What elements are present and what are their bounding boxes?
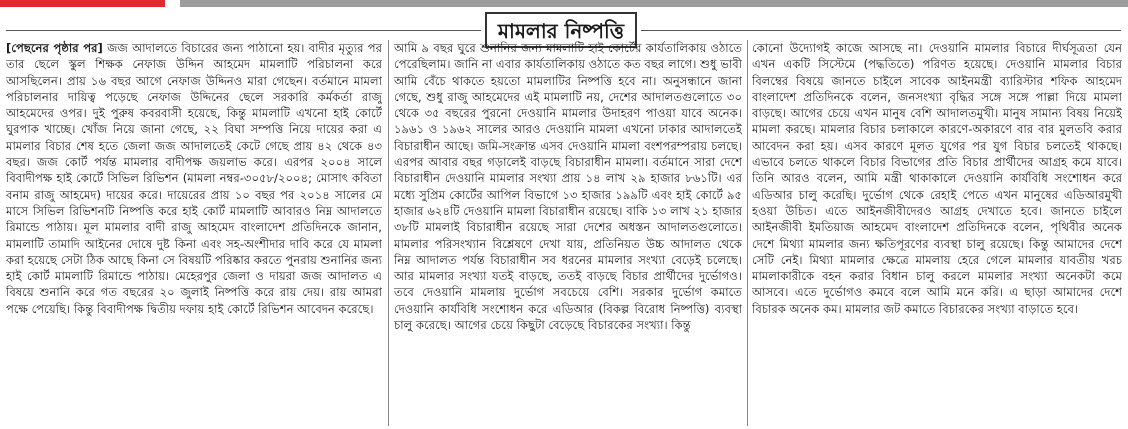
headline-rule-left [6,30,481,31]
article-column-3 [752,40,1122,428]
column-1-paragraph [6,40,382,317]
column-3-paragraph: কোনো উদ্যোগই কাজে আসছে না। দেওয়ানি মামলার বিচারে দীর্ঘসূত্রতা যেন এখন একটি সিস্টেমে (পদ্ধতিতে) পরিণত হয়েছে। দেওয়ানি মামলার বিচার বিলম্বের বিষয়ে জানতে চাইলে সাবেক আইনমন্ত্রী ব্যারিস্টার শফিক আহমেদ বাংলাদেশ প্রতিদিনকে বলেন, জনসংখ্যা বৃদ্ধির সঙ্গে সঙ্গে পাল্লা দিয়ে মামলা বাড়ছে। আগের চেয়ে এখন মানুষ বেশি আদালতমুখী। মানুষ সামান্য বিষয় নিয়েই মামলা করছে। মামলার বিচার চলাকালে কারণে-অকারণে বার বার মুলতবি করার আবেদন করা হয়। এসব কারণে মূলত যুগের পর যুগ বিচার চলতেই থাকছে। এভাবে চলতে থাকলে বিচার বিভাগের প্রতি বিচার প্রার্থীদের আগ্রহ কমে যাবে। তিনি আরও বলেন, আমি মন্ত্রী থাকাকালে দেওয়ানি কার্যবিধি সংশোধন করে এডিআর চালু করেছি। দুর্ভোগ থেকে রেহাই পেতে এখন মানুষের এডিআরমুখী হওয়া উচিত। এতে আইনজীবীদেরও আগ্রহ দেখাতে হবে। জানতে চাইলে আইনজীবী ইমতিয়াজ আহমেদ বাংলাদেশ প্রতিদিনকে বলেন, পৃথিবীর অনেক দেশে মিথ্যা মামলার জন্য ক্ষতিপূরণের ব্যবস্থা চালু রয়েছে। কিন্তু আমাদের দেশে সেটি নেই। মিথ্যা মামলার ক্ষেত্রে মামলায় হেরে গেলে মামলার যাবতীয় খরচ মামলাকারীকে বহন করার বিধান চালু করলে মামলার সংখ্যা অনেকটা কমে আসবে। এতে দুর্ভোগও কমবে বলে আমি মনে করি। এ ছাড়া আমাদের দেশে বিচারক অনেক কম। মামলার জট কমাতে বিচারকের সংখ্যা বাড়াতে হবে। [752,41,1122,316]
article-column-2 [394,40,742,428]
column-1-text: জজ আদালতে বিচারের জন্য পাঠানো হয়। বাদীর মৃত্যুর পর তার ছেলে স্কুল শিক্ষক নেফাজ উদ্দিন আহমেদ মামলাটি পরিচালনা করে আসছিলেন। প্রায় ১৬ বছর আগে নেফাজ উদ্দিনও মারা গেছেন। বর্তমানে মামলা পরিচালনার দায়িত্ব পড়েছে নেফাজ উদ্দিনের ছেলে সরকারি কর্মকর্তা রাজু আহমেদের ওপর। দুই পুরুষ কবরবাসী হয়েছে, কিন্তু মামলাটি এখনো হাই কোর্টে ঘুরপাক খাচ্ছে। খোঁজ নিয়ে জানা গেছে, ২২ বিঘা সম্পত্তি নিয়ে দায়ের করা এ মামলার বিচার শেষ হতে জেলা জজ আদালতেই কেটে গেছে প্রায় ৪২ থেকে ৪৩ বছর। জজ কোর্ট পর্যন্ত মামলার বাদীপক্ষ জয়লাভ করে। এরপর ২০০৪ সালে বিবাদীপক্ষ হাই কোর্টে সিভিল রিভিশন (মামলা নম্বর-৩০৫৮/২০০৪; মোসাৎ কবিতা বনাম রাজু আহমেদ) দায়ের করে। দায়েরের প্রায় ১০ বছর পর ২০১৪ সালের মে মাসে সিভিল রিভিশনটি নিষ্পত্তি করে হাই কোর্ট মামলাটি আবারও নিম্ন আদালতে রিমান্ডে পাঠায়। মূল মামলার বাদী রাজু আহমেদ বাংলাদেশ প্রতিদিনকে জানান, মামলাটি তামাদি আইনের দোষে দুষ্ট কিনা এবং সহ-অংশীদার দাবি করে যে মামলা করা হয়েছে সেটা ঠিক আছে কিনা সে বিষয়টি পরিষ্কার করতে পুনরায় শুনানির জন্য হাই কোর্ট মামলাটি রিমান্ডে পাঠায়। মেহেরপুর জেলা ও দায়রা জজ আদালত এ বিষয়ে শুনানি করে গত বছরের ২০ জুলাই নিষ্পত্তি করে রায় দেয়। রায় আমরা পক্ষে পেয়েছি। কিন্তু বিবাদীপক্ষ দ্বিতীয় দফায় হাই কোর্টে রিভিশন আবেদন করেছে। [6,41,382,316]
top-color-bar [0,0,1128,7]
column-divider-1 [388,40,389,426]
accent-bar-red [0,0,165,7]
article-headline: মামলার নিষ্পত্তি [485,12,637,48]
column-divider-2 [747,40,748,426]
article-column-1 [6,40,382,428]
continuation-kicker: [পেছনের পৃষ্ঠার পর] [6,41,103,55]
column-2-paragraph: আমি ৯ বছর ঘুরে শুনানির জন্য মামলাটি হাই কোর্টের কার্যতালিকায় ওঠাতে পেরেছিলাম। জানি না এবার কার্যতালিকায় ওঠাতে কত বছর লাগে। শুধু ভাবী আমি বেঁচে থাকতে হয়তো মামলাটির নিষ্পত্তি হবে না। অনুসন্ধানে জানা গেছে, শুধু রাজু আহমেদের এই মামলাটি নয়, দেশের আদালতগুলোতে ৩০ থেকে ৩৫ বছরের পুরনো দেওয়ানি মামলার উদাহরণ পাওয়া যাবে অনেক। ১৯৬১ ও ১৯৬২ সালের আরও দেওয়ানি মামলা এখনো ঢাকার আদালতেই বিচারাধীন আছে। জমি-সংক্রান্ত এসব দেওয়ানি মামলা বংশপরম্পরায় চলছে। এরপর আবার বছর গড়ালেই বাড়ছে বিচারাধীন মামলা। বর্তমানে সারা দেশে বিচারাধীন দেওয়ানি মামলার সংখ্যা প্রায় ১৪ লাখ ২৯ হাজার ৮৬১টি। এর মধ্যে সুপ্রিম কোর্টের আপিল বিভাগে ১৩ হাজার ১৯৯টি এবং হাই কোর্টে ৯৫ হাজার ৬২৪টি দেওয়ানি মামলা বিচারাধীন রয়েছে। বাকি ১৩ লাখ ২১ হাজার ৩৮টি মামলাই বিচারাধীন রয়েছে সারা দেশের অধস্তন আদালতগুলোতে। মামলার পরিসংখ্যান বিশ্লেষণে দেখা যায়, প্রতিনিয়ত উচ্চ আদালত থেকে নিম্ন আদালত পর্যন্ত বিচারাধীন সব ধরনের মামলার সংখ্যা বেড়েই চলেছে। আর মামলার সংখ্যা যতই বাড়ছে, ততই বাড়ছে বিচার প্রার্থীদের দুর্ভোগও। তবে দেওয়ানি মামলায় দুর্ভোগ সবচেয়ে বেশি। সরকার দুর্ভোগ কমাতে দেওয়ানি কার্যবিধি সংশোধন করে এডিআর (বিকল্প বিরোধ নিষ্পত্তি) ব্যবস্থা চালু করেছে। আগের চেয়ে কিছুটা বেড়েছে বিচারকের সংখ্যা। কিন্তু [394,41,742,333]
headline-rule-right [641,30,1121,31]
accent-bar-grey [180,0,1128,7]
